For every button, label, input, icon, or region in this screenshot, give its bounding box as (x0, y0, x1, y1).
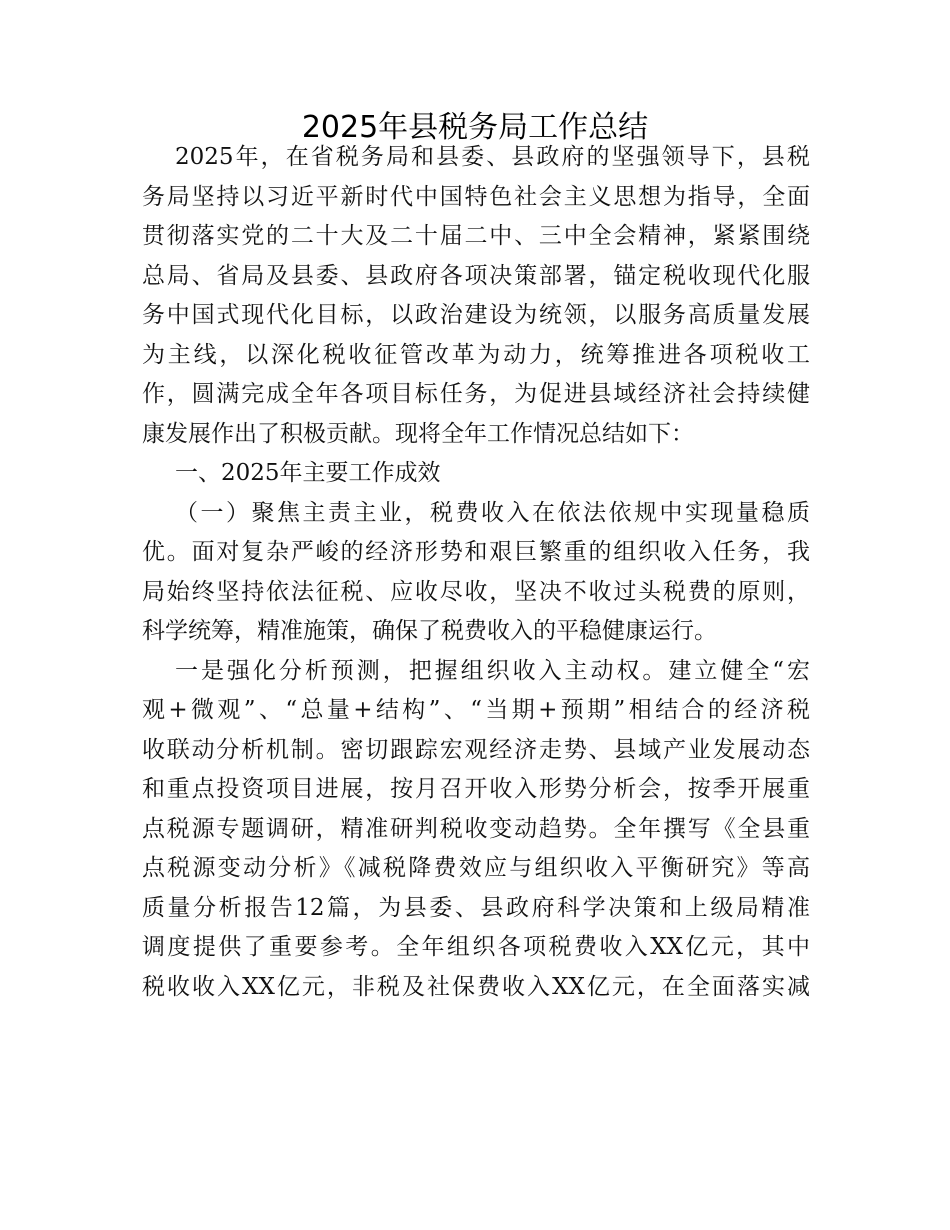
section-heading: 一、2025年主要工作成效 (175, 460, 441, 486)
paragraph-line: 局始终坚持依法征税、应收尽收，坚决不收过头税费的原则， (142, 578, 810, 605)
paragraph-line: 优。面对复杂严峻的经济形势和艰巨繁重的组织收入任务，我 (142, 539, 810, 565)
subsection-heading-line: （一）聚焦主责主业，税费收入在依法依规中实现量稳质 (175, 499, 810, 526)
document-title: 2025年县税务局工作总结 (301, 110, 649, 145)
paragraph-line: 收联动分析机制。密切跟踪宏观经济走势、县域产业发展动态 (142, 736, 810, 763)
paragraph-line: 作，圆满完成全年各项目标任务，为促进县域经济社会持续健 (142, 381, 810, 407)
paragraph-line: 点税源变动分析》《减税降费效应与组织收入平衡研究》等高 (142, 855, 810, 881)
paragraph-line: 务中国式现代化目标，以政治建设为统领，以服务高质量发展 (142, 302, 810, 328)
paragraph-line: 康发展作出了积极贡献。现将全年工作情况总结如下： (142, 420, 694, 447)
paragraph-line: 为主线，以深化税收征管改革为动力，统筹推进各项税收工 (142, 341, 810, 368)
paragraph-line: 调度提供了重要参考。全年组织各项税费收入XX亿元，其中 (142, 934, 810, 960)
paragraph-line: 质量分析报告12篇，为县委、县政府科学决策和上级局精准 (142, 894, 810, 921)
paragraph-line: 贯彻落实党的二十大及二十届二中、三中全会精神，紧紧围绕 (142, 223, 810, 249)
paragraph-line: 观+微观”、“总量+结构”、“当期+预期”相结合的经济税 (142, 697, 810, 723)
paragraph-line: 和重点投资项目进展，按月召开收入形势分析会，按季开展重 (142, 776, 810, 802)
paragraph-line: 点税源专题调研，精准研判税收变动趋势。全年撰写《全县重 (142, 815, 810, 842)
paragraph-line: 科学统筹，精准施策，确保了税费收入的平稳健康运行。 (142, 618, 717, 644)
paragraph-line: 总局、省局及县委、县政府各项决策部署，锚定税收现代化服 (142, 262, 810, 289)
paragraph-line: 务局坚持以习近平新时代中国特色社会主义思想为指导，全面 (142, 183, 810, 210)
paragraph-line: 2025年，在省税务局和县委、县政府的坚强领导下，县税 (175, 144, 810, 170)
document-body (142, 138, 810, 1007)
paragraph-line: 税收收入XX亿元，非税及社保费收入XX亿元，在全面落实减 (142, 973, 810, 1000)
paragraph-line: 一是强化分析预测，把握组织收入主动权。建立健全“宏 (175, 657, 810, 684)
